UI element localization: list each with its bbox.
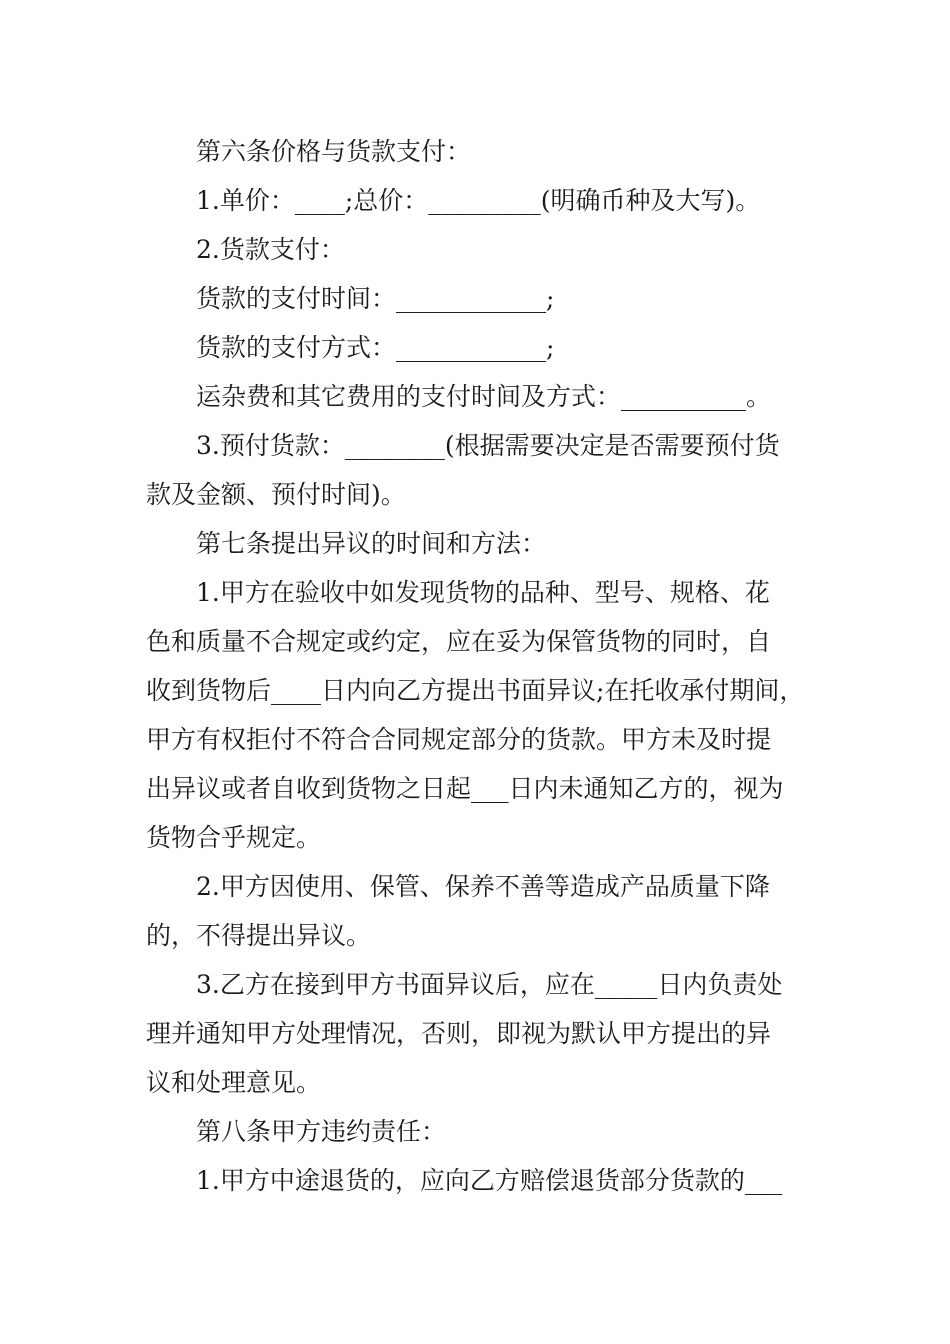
payment-heading: 2.货款支付： [196, 235, 345, 264]
objection-clause-1-cont-e: 货物合乎规定。 [146, 823, 322, 852]
objection-clause-3: 3.乙方在接到甲方书面异议后，应在_____日内负责处 [196, 970, 783, 999]
unit-total-price-line: 1.单价：____;总价：_________(明确币种及大写)。 [196, 186, 761, 215]
objection-clause-1-cont-d: 出异议或者自收到货物之日起___日内未通知乙方的，视为 [146, 774, 784, 803]
prepayment-line: 3.预付货款：________(根据需要决定是否需要预付货 [196, 431, 780, 460]
objection-clause-1-cont-c: 甲方有权拒付不符合合同规定部分的货款。甲方未及时提 [146, 725, 772, 754]
article-7-heading: 第七条提出异议的时间和方法： [196, 529, 547, 558]
objection-clause-2-cont: 的，不得提出异议。 [146, 921, 372, 950]
article-6-heading: 第六条价格与货款支付： [196, 137, 472, 166]
liability-clause-1: 1.甲方中途退货的，应向乙方赔偿退货部分货款的___ [196, 1166, 783, 1195]
objection-clause-3-cont-a: 理并通知甲方处理情况，否则，即视为默认甲方提出的异 [146, 1019, 772, 1048]
document-body [146, 127, 816, 1205]
freight-payment-line: 运杂费和其它费用的支付时间及方式：__________。 [196, 382, 772, 411]
objection-clause-1-cont-a: 色和质量不合规定或约定，应在妥为保管货物的同时，自 [146, 627, 772, 656]
article-8-heading: 第八条甲方违约责任： [196, 1117, 447, 1146]
objection-clause-1: 1.甲方在验收中如发现货物的品种、型号、规格、花 [196, 578, 770, 607]
payment-time-line: 货款的支付时间：____________; [196, 284, 555, 313]
payment-method-line: 货款的支付方式：____________; [196, 333, 555, 362]
objection-clause-1-cont-b: 收到货物后____日内向乙方提出书面异议;在托收承付期间， [146, 676, 805, 705]
objection-clause-3-cont-b: 议和处理意见。 [146, 1068, 322, 1097]
objection-clause-2: 2.甲方因使用、保管、保养不善等造成产品质量下降 [196, 872, 770, 901]
prepayment-line-cont: 款及金额、预付时间)。 [146, 480, 406, 509]
